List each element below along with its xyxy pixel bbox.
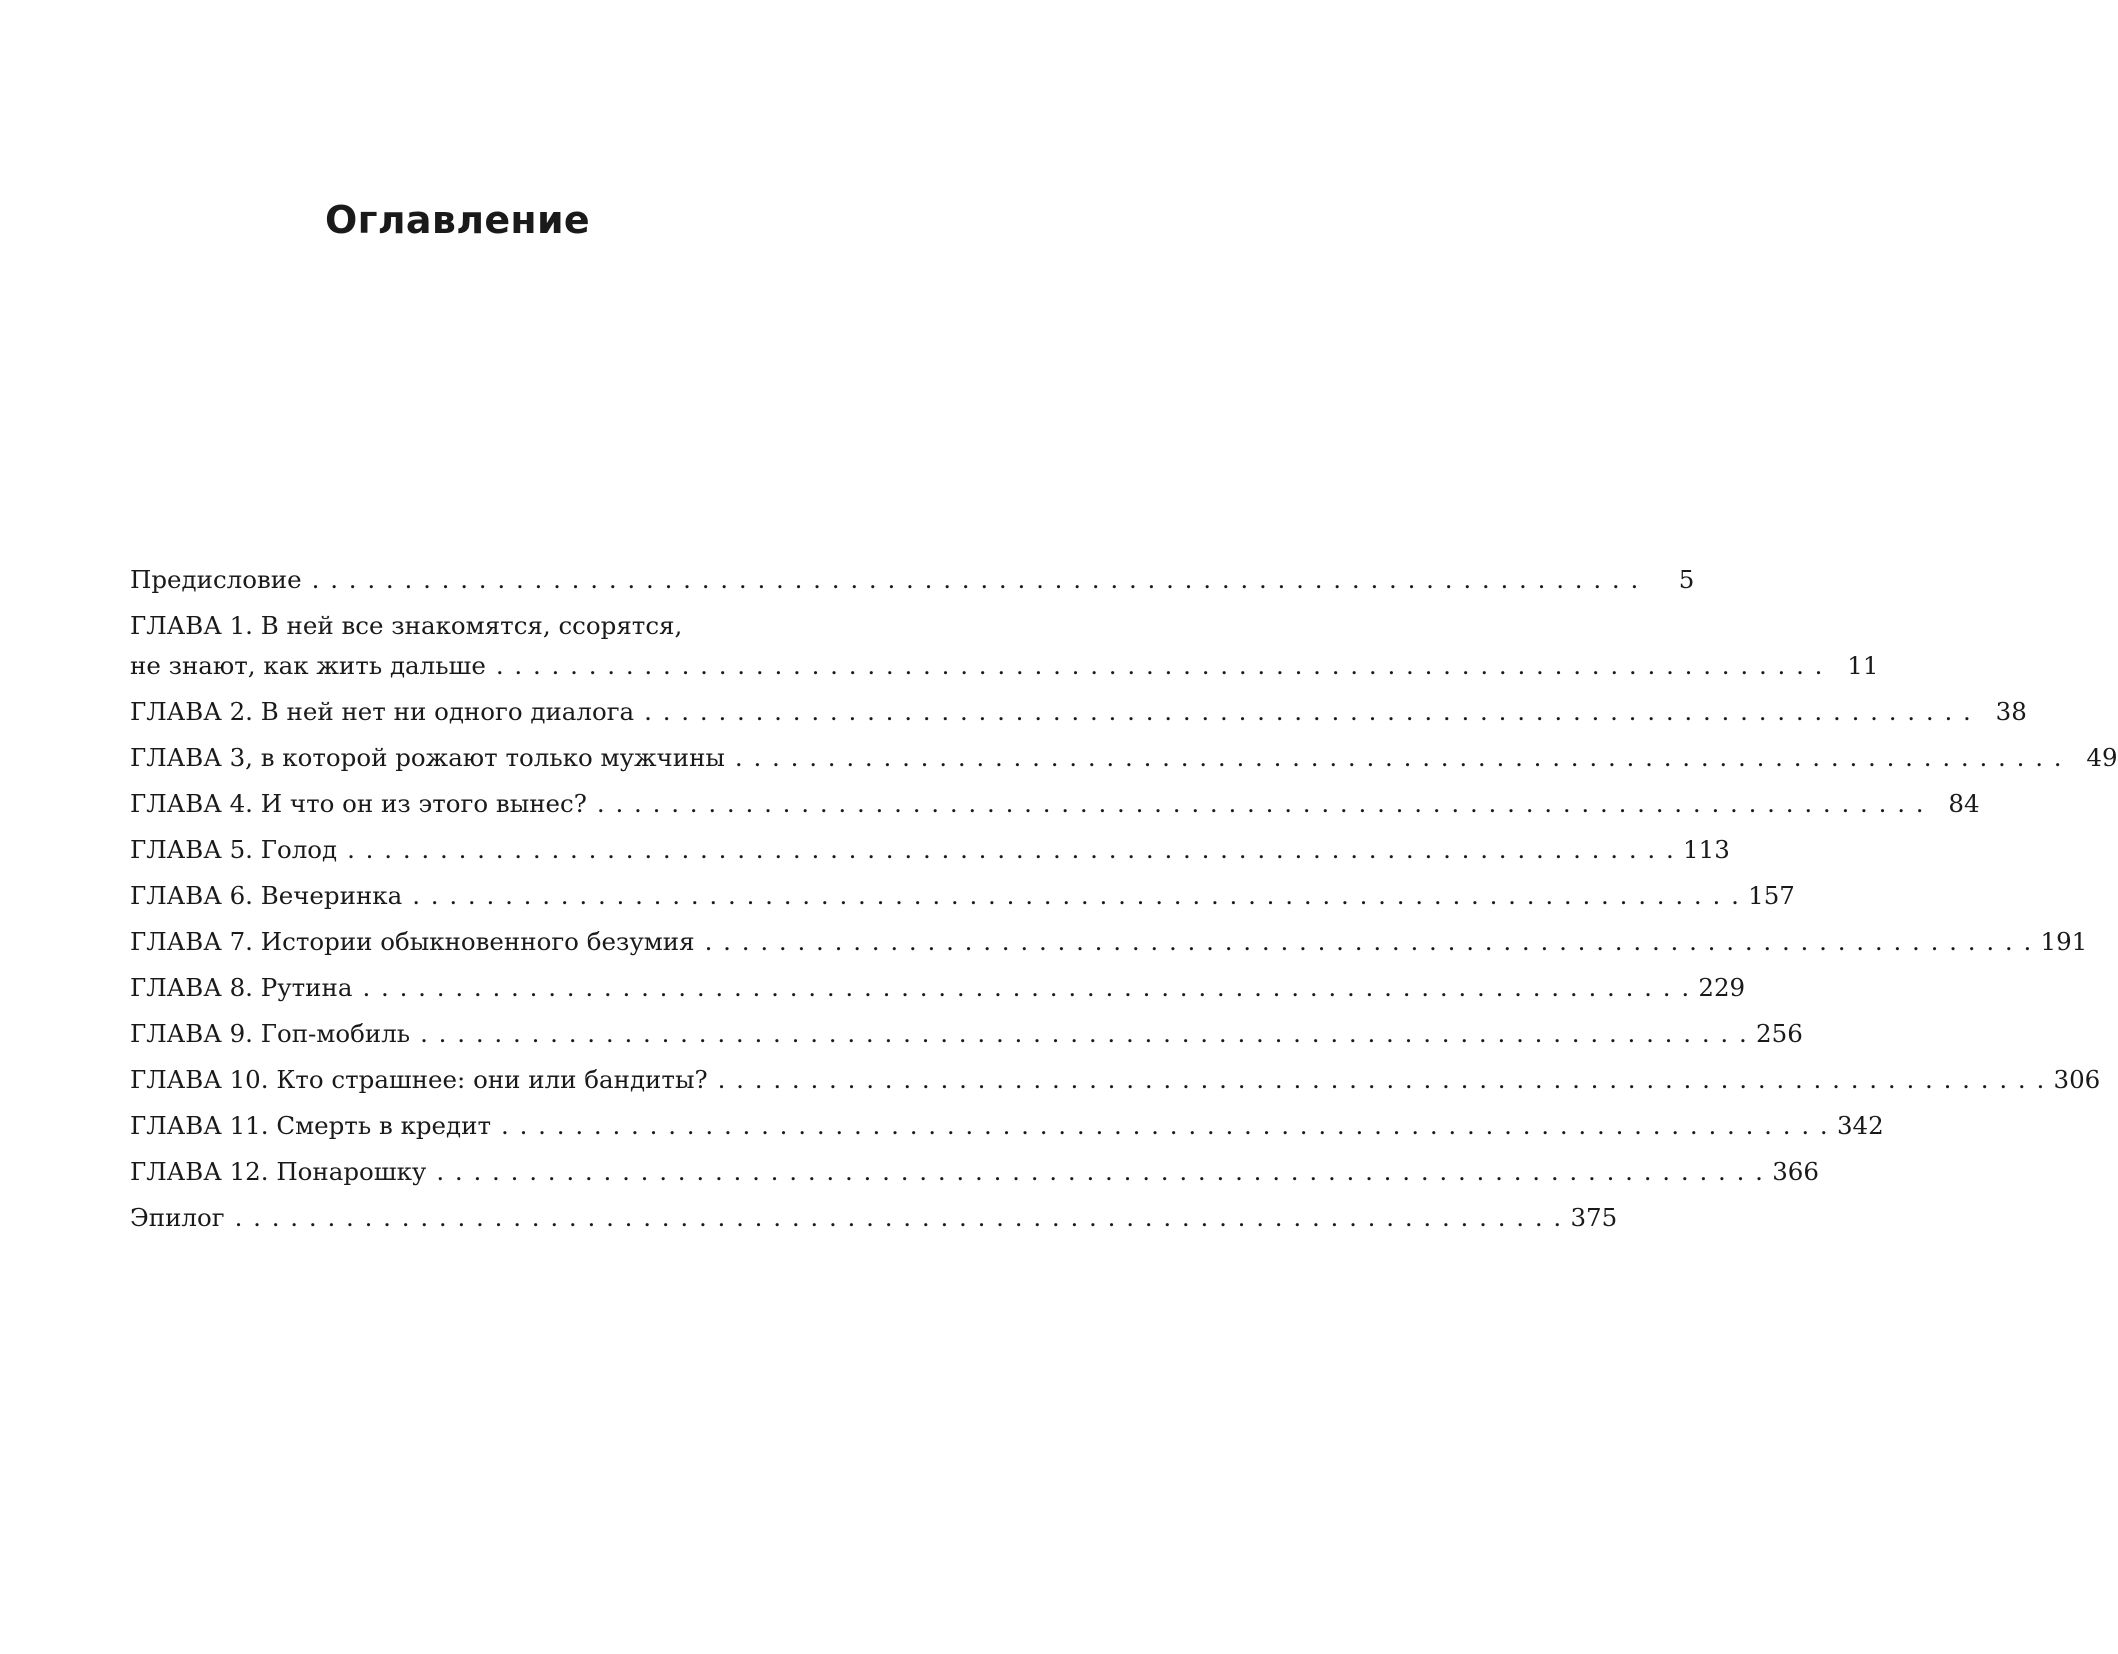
toc-entry-chapter-2[interactable] xyxy=(130,692,2027,732)
toc-entry-preface[interactable] xyxy=(130,560,1695,600)
toc-page-number: 5 xyxy=(1678,565,1695,594)
toc-entry-title: ГЛАВА 8. Рутина xyxy=(130,973,353,1002)
toc-entry-chapter-9[interactable] xyxy=(130,1014,1803,1054)
dot-leader xyxy=(644,692,1971,732)
dot-leader xyxy=(420,1014,1747,1054)
toc-page-number: 113 xyxy=(1683,835,1730,864)
toc-entry-title: ГЛАВА 10. Кто страшнее: они или бандиты? xyxy=(130,1065,708,1094)
toc-entry-chapter-10[interactable] xyxy=(130,1060,2101,1100)
toc-entry-chapter-6[interactable] xyxy=(130,876,1795,916)
toc-entry-title: ГЛАВА 5. Голод xyxy=(130,835,338,864)
toc-entry-title: ГЛАВА 4. И что он из этого вынес? xyxy=(130,789,587,818)
page-title: Оглавление xyxy=(325,198,590,242)
toc-entry-title: ГЛАВА 11. Смерть в кредит xyxy=(130,1111,492,1140)
toc-entry-title: ГЛАВА 7. Истории обыкновенного безумия xyxy=(130,927,695,956)
table-of-contents xyxy=(130,560,2118,1244)
toc-page-number: 38 xyxy=(1995,697,2027,726)
toc-page-number: 306 xyxy=(2053,1065,2101,1094)
dot-leader xyxy=(718,1060,2045,1100)
toc-page-number: 84 xyxy=(1948,789,1980,818)
toc-entry-title: ГЛАВА 2. В ней нет ни одного диалога xyxy=(130,697,635,726)
toc-entry-title: ГЛАВА 6. Вечеринка xyxy=(130,881,403,910)
dot-leader xyxy=(436,1152,1763,1192)
toc-page-number: 49 xyxy=(2086,743,2118,772)
toc-entry-chapter-5[interactable] xyxy=(130,830,1730,870)
toc-entry-title: Эпилог xyxy=(130,1203,225,1232)
dot-leader xyxy=(705,922,2032,962)
toc-entry-title-line-1: ГЛАВА 1. В ней все знакомятся, ссорятся, xyxy=(130,611,683,640)
dot-leader xyxy=(235,1198,1562,1238)
toc-page-number: 157 xyxy=(1748,881,1795,910)
toc-entry-chapter-7[interactable] xyxy=(130,922,2088,962)
dot-leader xyxy=(312,560,1639,600)
toc-entry-title: ГЛАВА 12. Понарошку xyxy=(130,1157,427,1186)
dot-leader xyxy=(501,1106,1828,1146)
toc-entry-chapter-1[interactable] xyxy=(130,606,1879,686)
dot-leader xyxy=(412,876,1739,916)
toc-entry-chapter-8[interactable] xyxy=(130,968,1746,1008)
toc-page-number: 191 xyxy=(2040,927,2088,956)
toc-page-number: 342 xyxy=(1836,1111,1884,1140)
dot-leader xyxy=(496,646,1823,686)
toc-entry-epilogue[interactable] xyxy=(130,1198,1618,1238)
toc-entry-title: ГЛАВА 9. Гоп-мобиль xyxy=(130,1019,411,1048)
dot-leader xyxy=(735,738,2062,778)
toc-entry-chapter-3[interactable] xyxy=(130,738,2118,778)
toc-entry-chapter-11[interactable] xyxy=(130,1106,1884,1146)
dot-leader xyxy=(362,968,1689,1008)
dot-leader xyxy=(347,830,1674,870)
toc-page-number: 11 xyxy=(1847,651,1879,680)
toc-entry-chapter-12[interactable] xyxy=(130,1152,1819,1192)
toc-entry-title: Предисловие xyxy=(130,565,302,594)
toc-entry-title-line-2: не знают, как жить дальше xyxy=(130,651,486,680)
toc-page-number: 366 xyxy=(1772,1157,1819,1186)
toc-page-number: 256 xyxy=(1756,1019,1803,1048)
toc-page-number: 229 xyxy=(1698,973,1746,1002)
toc-page-number: 375 xyxy=(1570,1203,1618,1232)
toc-entry-title: ГЛАВА 3, в которой рожают только мужчины xyxy=(130,743,725,772)
toc-entry-chapter-4[interactable] xyxy=(130,784,1980,824)
dot-leader xyxy=(597,784,1924,824)
